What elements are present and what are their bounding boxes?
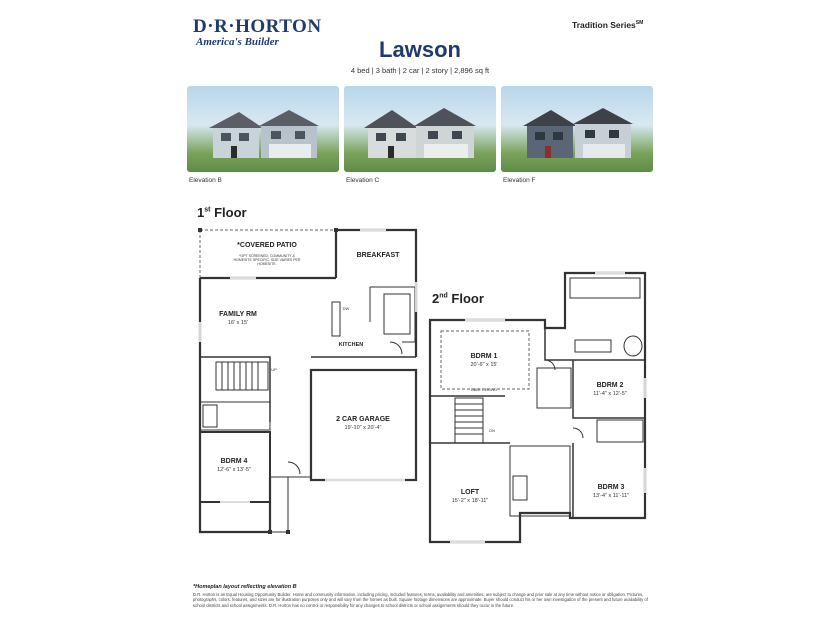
second-floor-word: Floor: [447, 291, 484, 306]
bedroom-1-dim: 20'-6" x 15': [470, 362, 498, 368]
bedroom-3-label: BDRM 3: [597, 484, 625, 491]
stair-up-label: UP: [271, 367, 277, 372]
bedroom-4-dim: 12'-6" x 13'-5": [217, 467, 251, 473]
elevation-f-label: Elevation F: [503, 177, 536, 184]
kitchen-label: KITCHEN: [338, 342, 364, 348]
bedroom-4-label: BDRM 4: [220, 458, 248, 465]
elevation-f-image: [501, 86, 653, 172]
bedroom-2-dim: 11'-4" x 12'-5": [593, 391, 627, 397]
covered-patio-label: *COVERED PATIO: [237, 242, 297, 249]
bedroom-1-label: BDRM 1: [470, 353, 498, 360]
second-floor-number: 2: [432, 291, 440, 306]
plan-specs: 4 bed | 3 bath | 2 car | 2 story | 2,896 sq ft: [350, 66, 490, 75]
elevation-c-image: [344, 86, 496, 172]
family-room-dim: 16' x 15': [227, 320, 249, 326]
elevation-b-image: [187, 86, 339, 172]
second-floor-suffix: nd: [439, 292, 448, 300]
dishwasher-label: DW: [342, 306, 350, 311]
first-floor-word: Floor: [210, 205, 247, 220]
plan-title: Lawson: [379, 37, 461, 62]
first-floor-label: [197, 205, 247, 220]
elevation-c-label: Elevation C: [346, 177, 380, 184]
legal-disclaimer: D.R. Horton is an Equal Housing Opportunity Builder. Home and community information, including pricing, included features, terms, availability and amenities, are subject to change and prior sale at any time without notice or obligation. Pictures, photographs, colors, features, and sizes are for illustration purposes only and will vary from the homes as built. Square footage dimensions are approximate. Buyer should conduct his or her own investigation of the present and future availability of school districts and school assignments. D.R. Horton has no control or responsibility for any changes to school districts or school assignments should they occur in the future.: [193, 592, 648, 608]
service-mark: SM: [635, 20, 644, 27]
first-floor-suffix: st: [204, 206, 211, 214]
second-floor-plan: [425, 268, 650, 548]
loft-label: LOFT: [460, 489, 480, 496]
garage-label: 2 CAR GARAGE: [336, 416, 390, 423]
covered-patio-note: *OPT SCREENED, COMMUNITY & HOMESITE SPECIFIC. SIZE VARIES PER HOMESITE.: [233, 254, 301, 267]
family-room-label: FAMILY RM: [219, 311, 257, 318]
bedroom-2-label: BDRM 2: [596, 382, 624, 389]
brand-tagline: America's Builder: [196, 36, 279, 48]
first-floor-number: 1: [197, 205, 205, 220]
brand-logo: D·R·HORTON: [193, 16, 322, 37]
loft-dim: 15'-2" x 18'-11": [451, 498, 489, 504]
homeplan-footnote: *Homeplan layout reflecting elevation B: [193, 584, 297, 590]
series-name-text: Tradition Series: [572, 20, 636, 30]
elevation-b-label: Elevation B: [189, 177, 222, 184]
series-name: [572, 20, 643, 30]
bedroom-3-dim: 13'-4" x 11'-11": [592, 493, 630, 499]
breakfast-label: BREAKFAST: [356, 252, 400, 259]
double-ceiling-label: DBLE CEILING: [470, 388, 498, 392]
stair-down-label: DN: [489, 428, 495, 433]
garage-dim: 19'-10" x 20'-4": [344, 425, 382, 431]
first-floor-plan: [190, 222, 430, 542]
